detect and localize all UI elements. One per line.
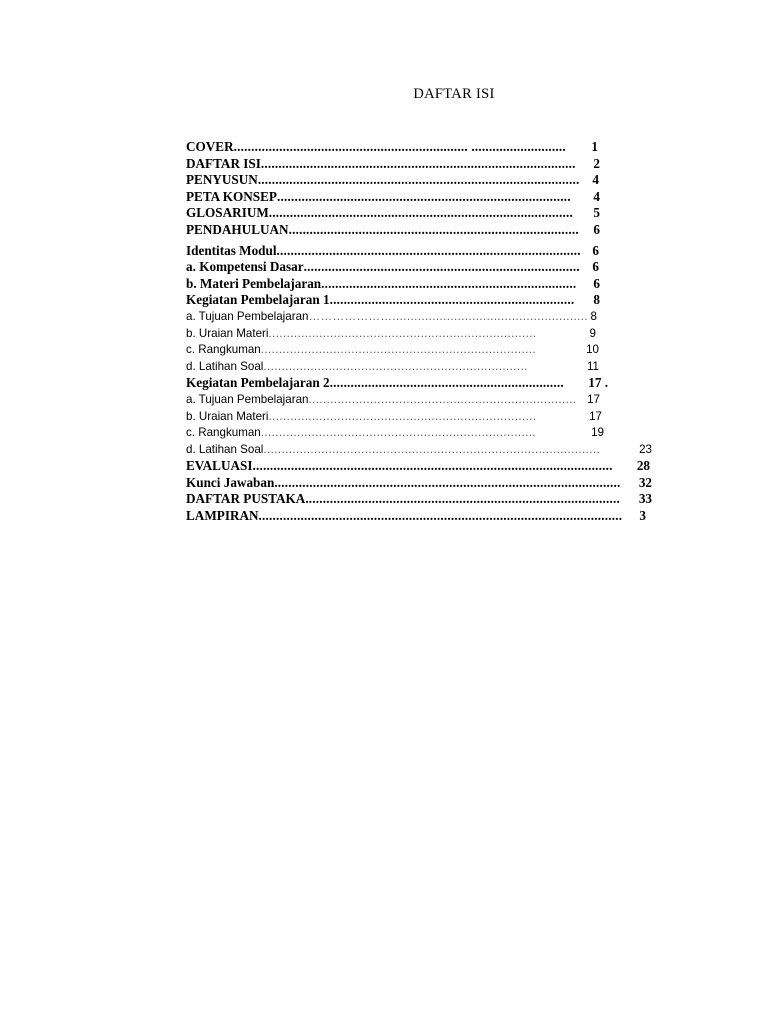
toc-page-number: 8	[590, 309, 597, 323]
toc-entry-label: b. Uraian Materi	[186, 409, 269, 423]
toc-leader: ...................................................................	[329, 375, 564, 391]
toc-leader: .............................................................................................	[263, 442, 601, 456]
toc-page-number: 9	[589, 326, 596, 340]
toc-entry-tujuan-pembelajaran-1[interactable]	[186, 309, 597, 326]
toc-leader: ..........................................................................	[268, 326, 537, 340]
toc-leader: ............................................................................	[260, 426, 536, 440]
toc-leader: ..........................................................................	[308, 392, 577, 406]
toc-leader: .......................................................................................................	[252, 458, 613, 474]
toc-entry-kegiatan-pembelajaran-2[interactable]	[186, 375, 608, 392]
toc-leader: ...................................................................................	[288, 221, 579, 237]
toc-entry-evaluasi[interactable]	[186, 458, 650, 475]
toc-entry-label: d. Latihan Soal	[186, 359, 264, 373]
toc-entry-rangkuman-2[interactable]	[186, 425, 604, 442]
toc-entry-label: Kunci Jawaban	[186, 474, 275, 490]
toc-entry-penyusun[interactable]	[186, 172, 599, 189]
toc-entry-label: b. Uraian Materi	[186, 326, 269, 340]
toc-title: DAFTAR ISI	[413, 86, 495, 102]
toc-page-number: 17 .	[588, 375, 608, 391]
toc-page-number: 33	[638, 491, 652, 507]
toc-entry-label: c. Rangkuman	[186, 426, 261, 440]
toc-entry-tujuan-pembelajaran-2[interactable]	[186, 392, 600, 409]
toc-entry-label: COVER	[186, 139, 234, 154]
toc-entry-label: PETA KONSEP	[186, 188, 277, 204]
toc-entry-glosarium[interactable]	[186, 205, 600, 222]
toc-entry-label: LAMPIRAN	[186, 508, 259, 524]
toc-entry-label: DAFTAR PUSTAKA	[186, 491, 306, 507]
toc-page-number: 1	[591, 139, 598, 154]
toc-page-number: 6	[593, 275, 600, 291]
toc-page-number: 17	[587, 392, 600, 406]
toc-page-number: 4	[593, 188, 600, 204]
toc-leader: ..........................................................................................	[305, 491, 621, 507]
toc-entry-daftar-isi[interactable]	[186, 156, 600, 173]
toc-leader: ........................................................................................................	[258, 508, 623, 524]
toc-entry-label: DAFTAR ISI	[186, 155, 261, 171]
toc-leader: ..........................................................................	[268, 409, 537, 423]
toc-entry-label: PENDAHULUAN	[186, 221, 289, 237]
toc-page-number: 11	[586, 359, 599, 373]
toc-entry-label: c. Rangkuman	[186, 343, 261, 357]
toc-page-number: 17	[589, 409, 602, 423]
toc-page-number: 6	[592, 242, 599, 258]
toc-entry-uraian-materi-1[interactable]	[186, 326, 596, 343]
toc-entry-rangkuman-1[interactable]	[186, 342, 599, 359]
toc-page-number: 6	[593, 221, 600, 237]
toc-entry-identitas-modul[interactable]	[186, 243, 599, 260]
toc-leader: .........................................................................	[263, 359, 528, 373]
toc-page-number: 2	[593, 155, 600, 171]
toc-entry-pendahuluan[interactable]	[186, 222, 600, 239]
toc-leader: ....................................................................................	[277, 188, 571, 204]
toc-page-number: 10	[586, 343, 599, 357]
toc-page-number: 6	[592, 259, 599, 275]
toc-leader: ............................................................................................	[257, 172, 580, 188]
toc-entry-label: a. Tujuan Pembelajaran	[186, 309, 309, 323]
toc-leader: .......................................................................................	[276, 242, 581, 258]
toc-entry-label: EVALUASI	[186, 458, 253, 474]
toc-entry-label: Identitas Modul	[186, 242, 277, 258]
toc-leader: ..........................................................................................	[260, 155, 576, 171]
toc-entry-label: a. Kompetensi Dasar	[186, 259, 304, 275]
toc-page-number: 19	[591, 426, 604, 440]
toc-page-number: 28	[636, 458, 650, 474]
toc-entry-label: Kegiatan Pembelajaran 1	[186, 292, 330, 308]
toc-entry-cover[interactable]	[186, 139, 598, 156]
toc-entry-latihan-soal-1[interactable]	[186, 359, 599, 376]
toc-page-number: 8	[593, 292, 600, 308]
toc-entry-latihan-soal-2[interactable]	[186, 442, 652, 459]
toc-page-number: 3	[639, 508, 646, 524]
toc-page-number: 32	[638, 474, 652, 490]
toc-leader: ...................................................................................................	[274, 474, 621, 490]
toc-leader: .......................................................................................	[268, 205, 574, 221]
toc-entry-uraian-materi-2[interactable]	[186, 409, 602, 426]
toc-page-number: 4	[592, 172, 599, 188]
toc-page-number: 5	[593, 205, 600, 221]
toc-leader: ............................................................................	[260, 343, 536, 357]
toc-leader: …………………......................................................	[308, 309, 588, 323]
toc-leader: ......................................................................	[329, 292, 575, 308]
toc-leader: ...............................................................................	[303, 259, 580, 275]
toc-leader: .........................................................................	[321, 275, 577, 291]
toc-entry-label: PENYUSUN	[186, 172, 258, 188]
toc-entry-label: d. Latihan Soal	[186, 442, 264, 456]
toc-entry-daftar-pustaka[interactable]	[186, 491, 652, 508]
toc-leader: ................................................................... ...........................	[233, 139, 566, 154]
toc-entry-label: GLOSARIUM	[186, 205, 269, 221]
toc-entry-lampiran[interactable]	[186, 508, 646, 525]
toc-entry-label: Kegiatan Pembelajaran 2	[186, 375, 330, 391]
toc-entry-label: a. Tujuan Pembelajaran	[186, 392, 309, 406]
toc-page-number: 23	[639, 442, 652, 456]
toc-entry-kegiatan-pembelajaran-1[interactable]	[186, 292, 600, 309]
toc-entry-kompetensi-dasar[interactable]	[186, 259, 599, 276]
table-of-contents	[186, 139, 652, 525]
toc-entry-peta-konsep[interactable]	[186, 189, 600, 206]
toc-entry-label: b. Materi Pembelajaran	[186, 275, 322, 291]
toc-entry-materi-pembelajaran[interactable]	[186, 276, 600, 293]
toc-entry-kunci-jawaban[interactable]	[186, 475, 652, 492]
